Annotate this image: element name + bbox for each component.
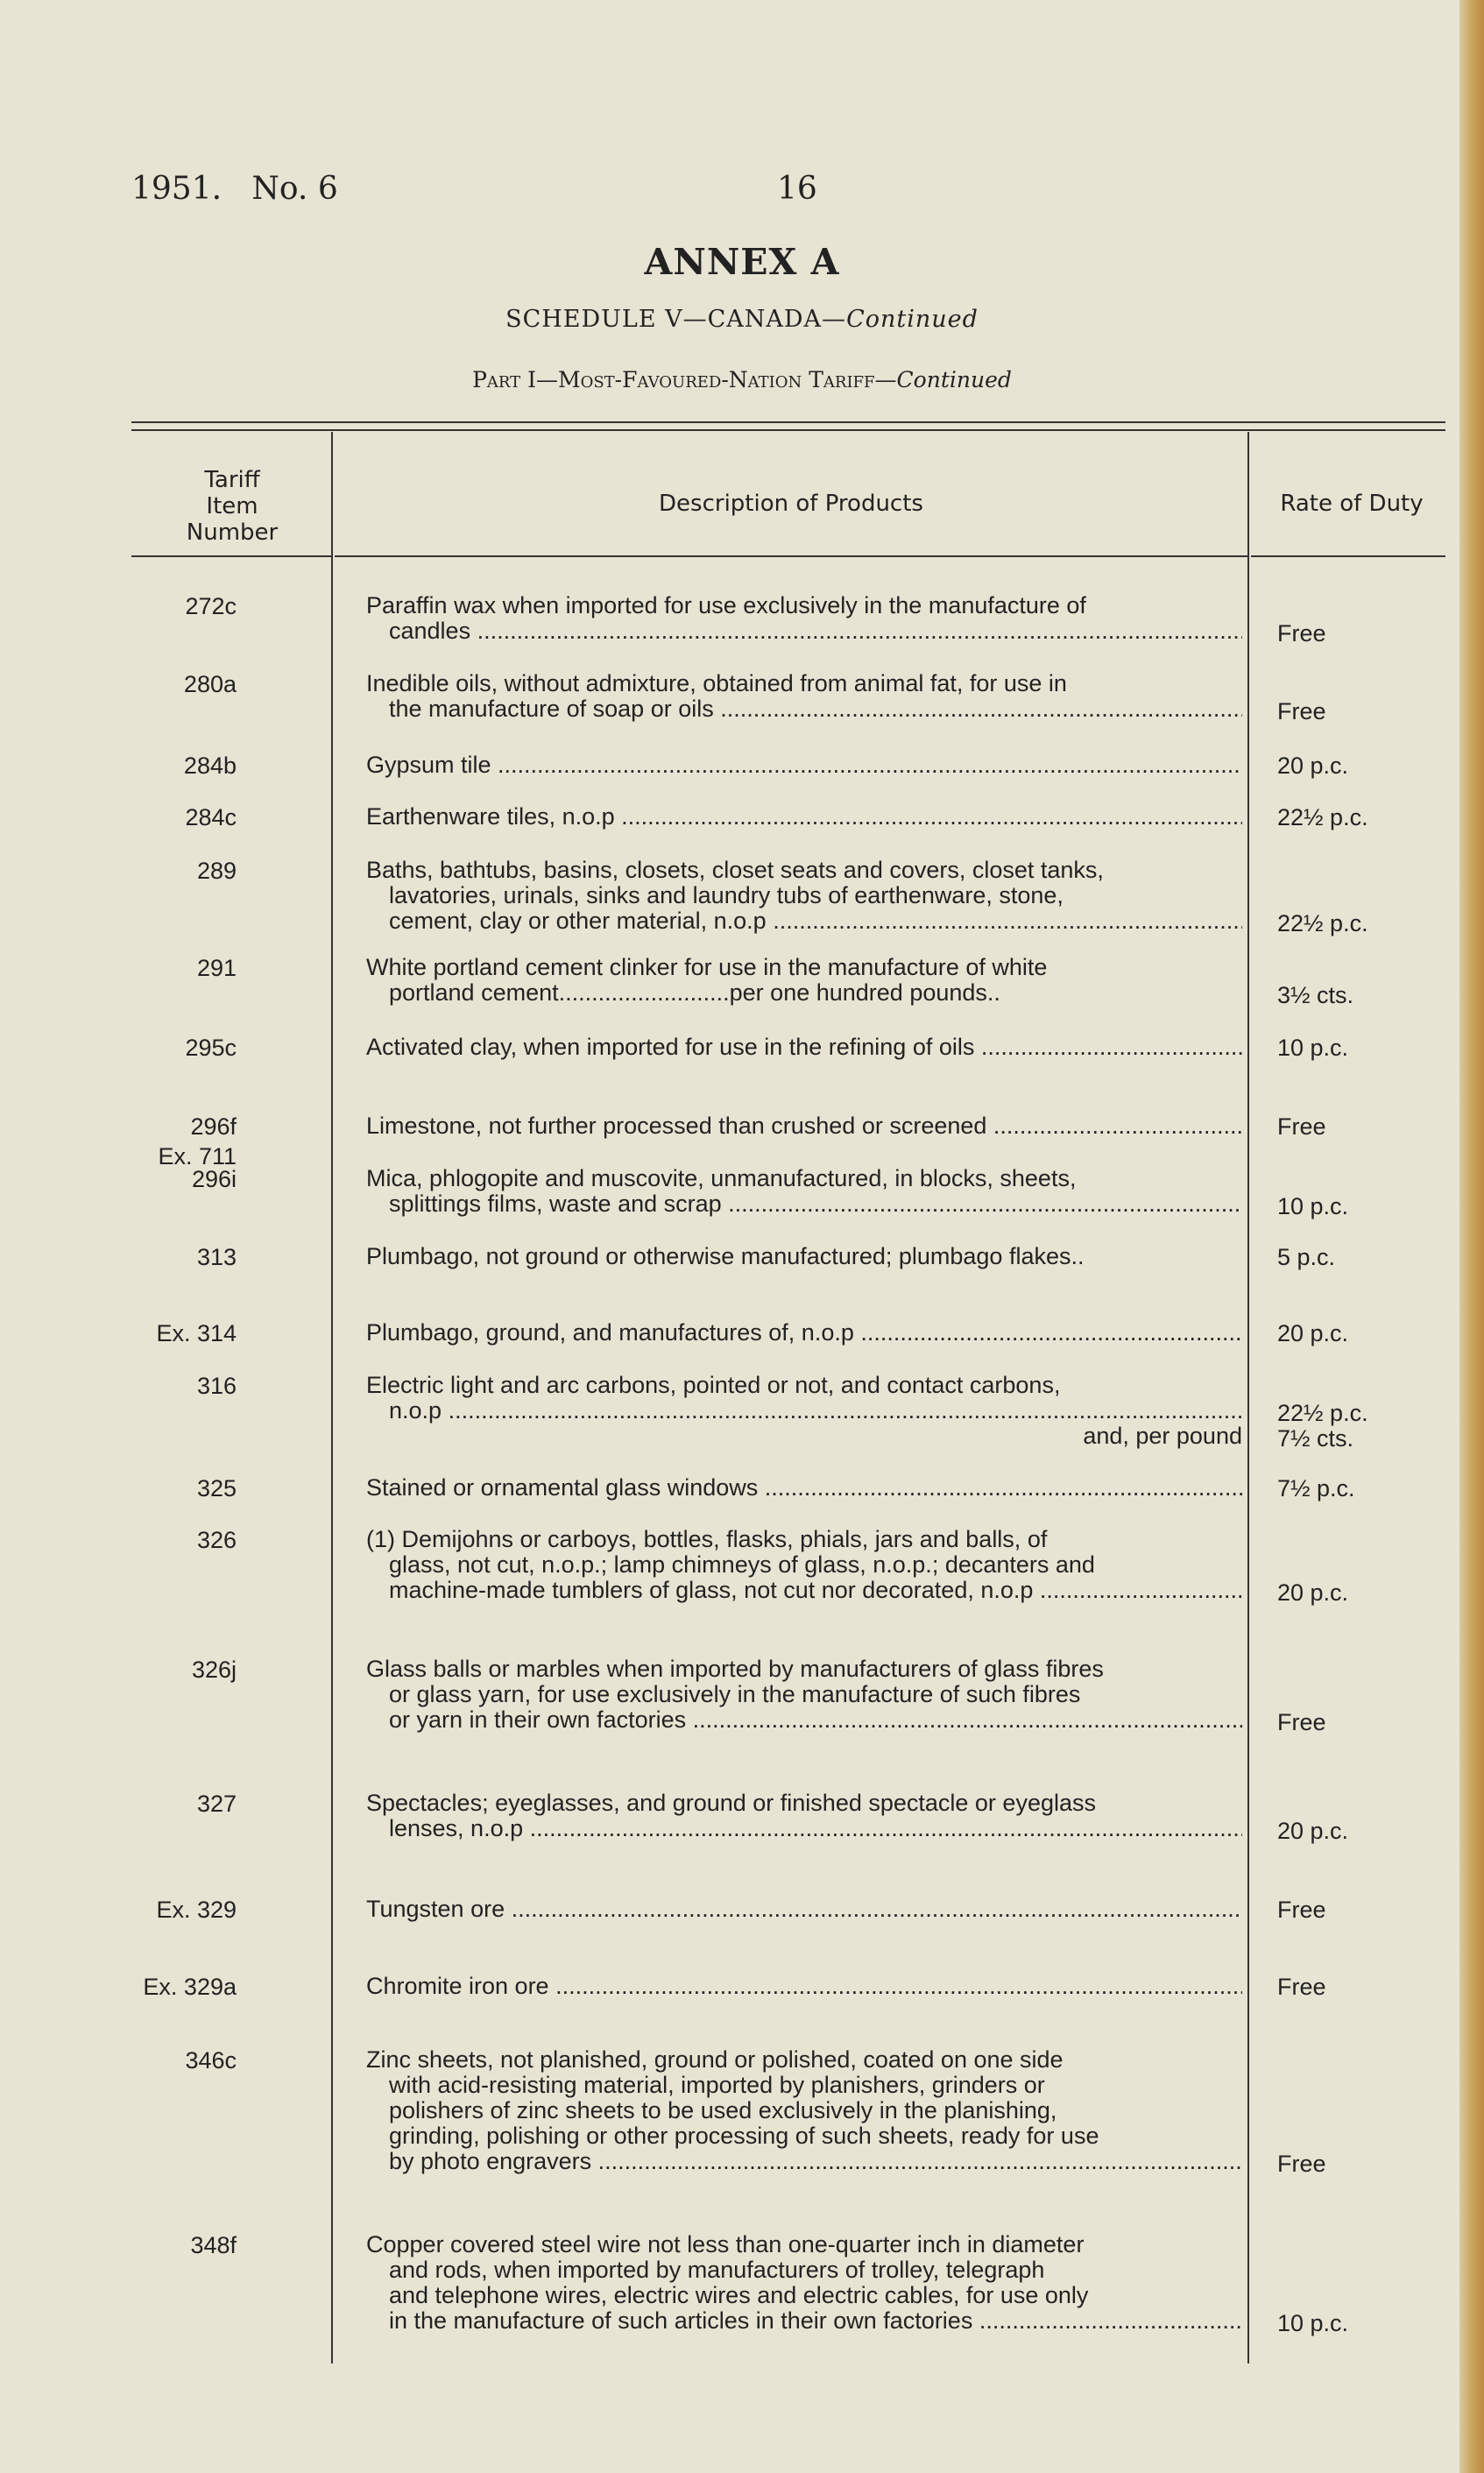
description-line: or yarn in their own factories ..... bbox=[366, 1707, 1242, 1733]
description-line: Plumbago, ground, and manufactures of, n.o.p ..... bbox=[366, 1320, 1242, 1346]
description-line: Earthenware tiles, n.o.p ..... bbox=[366, 804, 1242, 830]
description-line: Plumbago, not ground or otherwise manufactured; plumbago flakes.. bbox=[366, 1243, 1085, 1269]
tariff-item-number: Ex. 329a bbox=[143, 1974, 237, 2000]
rate-of-duty: Free bbox=[1277, 1709, 1326, 1735]
product-description bbox=[366, 1373, 1242, 1449]
product-description bbox=[366, 1974, 1242, 1999]
tariff-item-number: 316 bbox=[196, 1373, 237, 1399]
description-line: Baths, bathtubs, basins, closets, closet seats and covers, closet tanks, bbox=[366, 857, 1104, 883]
page-number: 16 bbox=[777, 171, 817, 207]
tariff-item-number: 295c bbox=[185, 1035, 237, 1061]
product-description bbox=[366, 671, 1242, 722]
rate-of-duty-extra: 7½ cts. bbox=[1277, 1425, 1354, 1452]
rate-of-duty: Free bbox=[1277, 2151, 1326, 2177]
product-description bbox=[366, 1320, 1242, 1346]
column-header-description: Description of Products bbox=[659, 491, 923, 517]
part-title: Part I—Most-Favoured-Nation Tariff—Continued bbox=[472, 367, 1012, 392]
description-line: cement, clay or other material, n.o.p ..... bbox=[366, 908, 1242, 934]
rate-of-duty: 20 p.c. bbox=[1277, 1818, 1349, 1844]
product-description bbox=[366, 1244, 1242, 1269]
rate-of-duty: Free bbox=[1277, 1897, 1326, 1923]
description-line: the manufacture of soap or oils ..... bbox=[366, 696, 1242, 722]
tariff-item-number: 313 bbox=[196, 1244, 237, 1270]
rate-of-duty: Free bbox=[1277, 1113, 1326, 1140]
rate-of-duty: 10 p.c. bbox=[1277, 1193, 1349, 1219]
description-line: Tungsten ore ..... bbox=[366, 1897, 1242, 1922]
description-extra-line: and, per pound bbox=[1083, 1423, 1242, 1449]
tariff-item-number: 326 bbox=[196, 1527, 237, 1553]
rate-of-duty: 22½ p.c. bbox=[1277, 910, 1368, 936]
description-line: polishers of zinc sheets to be used exclusively in the planishing, bbox=[389, 2097, 1057, 2123]
rate-of-duty: 20 p.c. bbox=[1277, 1579, 1349, 1606]
description-line: Electric light and arc carbons, pointed or not, and contact carbons, bbox=[366, 1372, 1061, 1398]
description-line: Chromite iron ore ..... bbox=[366, 1974, 1242, 1999]
product-description bbox=[366, 1035, 1242, 1060]
tariff-item-number: 348f bbox=[190, 2232, 237, 2258]
description-line: Stained or ornamental glass windows ..... bbox=[366, 1475, 1242, 1501]
rate-of-duty: Free bbox=[1277, 1974, 1326, 2000]
description-line: and telephone wires, electric wires and electric cables, for use only bbox=[389, 2282, 1089, 2308]
annex-title: ANNEX A bbox=[644, 241, 840, 283]
description-line: glass, not cut, n.o.p.; lamp chimneys of glass, n.o.p.; decanters and bbox=[389, 1551, 1095, 1578]
product-description bbox=[366, 2232, 1242, 2334]
tariff-item-number: Ex. 711 bbox=[158, 1143, 237, 1169]
description-line: by photo engravers ..... bbox=[366, 2149, 1242, 2174]
description-line: splittings films, waste and scrap ..... bbox=[366, 1191, 1242, 1217]
tariff-item-number: 296i bbox=[191, 1166, 237, 1192]
header-rule-left bbox=[131, 555, 331, 557]
description-line: machine-made tumblers of glass, not cut nor decorated, n.o.p ..... bbox=[366, 1578, 1242, 1603]
product-description bbox=[366, 1166, 1242, 1217]
product-description bbox=[366, 1475, 1242, 1501]
column-header-item: Tariff Item Number bbox=[186, 467, 279, 546]
description-line: or glass yarn, for use exclusively in the manufacture of such fibres bbox=[389, 1681, 1081, 1707]
description-line: Activated clay, when imported for use in the refining of oils ..... bbox=[366, 1035, 1242, 1060]
rate-of-duty: 22½ p.c. bbox=[1277, 804, 1368, 830]
tariff-item-number: 280a bbox=[183, 671, 237, 697]
product-description bbox=[366, 593, 1242, 644]
schedule-title: SCHEDULE V—CANADA—Continued bbox=[505, 306, 979, 333]
header-rule-right bbox=[1251, 555, 1445, 557]
year-number: 1951. No. 6 bbox=[131, 171, 338, 207]
tariff-item-number: Ex. 329 bbox=[156, 1897, 237, 1923]
rate-of-duty: 20 p.c. bbox=[1277, 752, 1349, 779]
description-line: in the manufacture of such articles in their own factories ..... bbox=[366, 2308, 1242, 2334]
tariff-item-number: 326j bbox=[191, 1657, 237, 1683]
description-line: Mica, phlogopite and muscovite, unmanufactured, in blocks, sheets, bbox=[366, 1165, 1077, 1191]
description-line: n.o.p ..... bbox=[366, 1398, 1242, 1424]
header-rule-mid bbox=[335, 555, 1247, 557]
tariff-item-number: 327 bbox=[196, 1791, 237, 1817]
rate-of-duty: 22½ p.c. bbox=[1277, 1400, 1368, 1426]
description-line: with acid-resisting material, imported by planishers, grinders or bbox=[389, 2072, 1045, 2098]
product-description bbox=[366, 1791, 1242, 1841]
product-description bbox=[366, 1897, 1242, 1922]
rate-of-duty: 7½ p.c. bbox=[1277, 1475, 1355, 1501]
description-line: Gypsum tile ..... bbox=[366, 752, 1242, 778]
description-line: lenses, n.o.p ..... bbox=[366, 1816, 1242, 1841]
product-description bbox=[366, 858, 1242, 934]
rate-of-duty: 3½ cts. bbox=[1277, 982, 1354, 1008]
product-description bbox=[366, 752, 1242, 778]
product-description bbox=[366, 1527, 1242, 1603]
rate-of-duty: Free bbox=[1277, 620, 1326, 647]
tariff-item-number: 284c bbox=[185, 804, 237, 830]
product-description bbox=[366, 955, 1242, 1006]
tariff-item-number: 325 bbox=[196, 1475, 237, 1501]
rate-of-duty: 10 p.c. bbox=[1277, 2310, 1349, 2336]
tariff-item-number: 284b bbox=[183, 752, 237, 779]
col-divider-2 bbox=[1247, 432, 1249, 2363]
top-rule bbox=[131, 421, 1445, 423]
description-line: lavatories, urinals, sinks and laundry tubs of earthenware, stone, bbox=[389, 882, 1064, 908]
product-description bbox=[366, 2047, 1242, 2174]
rate-of-duty: Free bbox=[1277, 698, 1326, 724]
rate-of-duty: 10 p.c. bbox=[1277, 1035, 1349, 1061]
product-description bbox=[366, 1657, 1242, 1733]
tariff-item-number: 346c bbox=[185, 2047, 237, 2074]
product-description bbox=[366, 804, 1242, 830]
description-line: Zinc sheets, not planished, ground or polished, coated on one side bbox=[366, 2046, 1064, 2073]
description-line: and rods, when imported by manufacturers of trolley, telegraph bbox=[389, 2257, 1045, 2283]
rate-of-duty: 5 p.c. bbox=[1277, 1244, 1336, 1270]
description-line: candles ..... bbox=[366, 618, 1242, 644]
description-line: Copper covered steel wire not less than one-quarter inch in diameter bbox=[366, 2231, 1085, 2257]
top-rule-2 bbox=[131, 429, 1445, 431]
description-line: portland cement..........................per one hundred pounds.. bbox=[389, 979, 1000, 1006]
col-divider-1 bbox=[331, 432, 333, 2363]
description-line: Inedible oils, without admixture, obtained from animal fat, for use in bbox=[366, 670, 1067, 696]
tariff-item-number: 296f bbox=[190, 1113, 237, 1140]
description-line: grinding, polishing or other processing of such sheets, ready for use bbox=[389, 2123, 1099, 2149]
description-line: White portland cement clinker for use in the manufacture of white bbox=[366, 954, 1048, 980]
product-description bbox=[366, 1113, 1242, 1139]
tariff-item-number: 272c bbox=[185, 593, 237, 619]
description-line: Spectacles; eyeglasses, and ground or finished spectacle or eyeglass bbox=[366, 1790, 1096, 1816]
tariff-item-number: 289 bbox=[196, 858, 237, 884]
tariff-item-number: 291 bbox=[196, 955, 237, 981]
rate-of-duty: 20 p.c. bbox=[1277, 1320, 1349, 1346]
description-line: Limestone, not further processed than crushed or screened ..... bbox=[366, 1113, 1242, 1139]
description-line: Glass balls or marbles when imported by manufacturers of glass fibres bbox=[366, 1656, 1104, 1682]
description-line: Paraffin wax when imported for use exclusively in the manufacture of bbox=[366, 592, 1086, 618]
tariff-item-number: Ex. 314 bbox=[156, 1320, 237, 1346]
description-line: (1) Demijohns or carboys, bottles, flasks, phials, jars and balls, of bbox=[366, 1526, 1048, 1552]
column-header-rate: Rate of Duty bbox=[1280, 491, 1424, 517]
